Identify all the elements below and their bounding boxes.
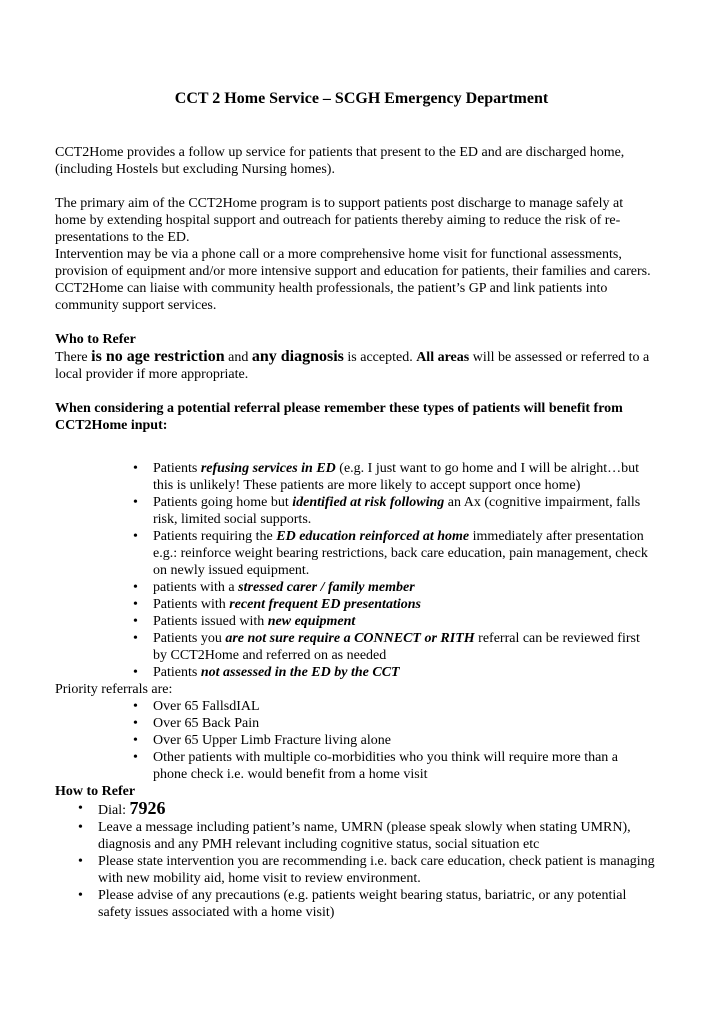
benefit-list-item	[133, 494, 655, 528]
dial-item	[78, 798, 655, 819]
intervention-paragraph: Intervention may be via a phone call or a more comprehensive home visit for functional assessments, provision of equipment and/or more intensive support and education for patients, their families and carers. CCT2Home can liaise with community health professionals, the patient’s GP and link patients into community support services.	[55, 247, 651, 313]
all-areas-text: All areas	[416, 350, 470, 365]
page-title: CCT 2 Home Service – SCGH Emergency Department	[174, 90, 549, 107]
consider-heading: When considering a potential referral please remember these types of patients will benefit from CCT2Home input:	[55, 401, 623, 433]
how-to-refer-list	[78, 798, 655, 921]
benefit-item-text: referral can be reviewed first by CCT2Home and referred on as needed	[153, 631, 640, 663]
priority-list-item	[133, 732, 655, 749]
bullet-icon: •	[133, 665, 138, 680]
benefit-list	[133, 460, 655, 681]
who-text-2: and	[224, 350, 252, 365]
benefit-item-text: patients with a	[153, 580, 239, 595]
who-text-3: is accepted.	[343, 350, 417, 365]
how-item-text: Please advise of any precautions (e.g. patients weight bearing status, bariatric, or any potential safety issues associated with a home visit)	[98, 888, 627, 920]
benefit-list-item	[133, 613, 655, 630]
bullet-icon: •	[133, 461, 138, 476]
benefit-item-emphasis: not assessed in the ED by the CCT	[200, 665, 400, 680]
priority-list-item	[133, 698, 655, 715]
benefit-item-text: Patients	[153, 461, 201, 476]
benefit-item-text: (e.g. I just want to go home and I will be alright…but this is unlikely! These patients are more likely to accept support once home)	[153, 461, 640, 493]
bullet-icon: •	[78, 888, 83, 903]
how-item-text: Leave a message including patient’s name, UMRN (please speak slowly when stating UMRN), diagnosis and any PMH relevant including cognitive status, social situation etc	[98, 820, 631, 852]
priority-list-item	[133, 749, 655, 783]
benefit-item-text: Patients going home but	[153, 495, 293, 510]
dial-number: 7926	[129, 798, 166, 818]
benefit-item-emphasis: recent frequent ED presentations	[229, 597, 421, 612]
who-text-1: There	[55, 350, 92, 365]
benefit-item-emphasis: ED education reinforced at home	[276, 529, 470, 544]
how-to-refer-item	[78, 819, 655, 853]
benefit-list-item	[133, 596, 655, 613]
benefit-list-item	[133, 630, 655, 664]
benefit-item-text: Patients requiring the	[153, 529, 277, 544]
benefit-item-emphasis: stressed carer / family member	[238, 580, 415, 595]
bullet-icon: •	[133, 716, 138, 731]
any-diagnosis-text: any diagnosis	[251, 348, 344, 365]
bullet-icon: •	[133, 750, 138, 765]
bullet-icon: •	[133, 699, 138, 714]
dial-label: Dial:	[98, 803, 130, 818]
priority-item-text: Over 65 FallsdIAL	[153, 699, 260, 714]
benefit-list-item	[133, 460, 655, 494]
aim-paragraph: The primary aim of the CCT2Home program is to support patients post discharge to manage safely at home by extending hospital support and outreach for patients thereby aiming to reduce the risk of re-presentations to the ED.	[55, 196, 624, 245]
priority-list	[133, 698, 655, 783]
bullet-icon: •	[133, 733, 138, 748]
bullet-icon: •	[133, 631, 138, 646]
bullet-icon: •	[78, 854, 83, 869]
benefit-item-emphasis: new equipment	[267, 614, 356, 629]
benefit-item-text: Patients issued with	[153, 614, 268, 629]
how-to-refer-item	[78, 853, 655, 887]
how-item-text: Please state intervention you are recommending i.e. back care education, check patient is managing with new mobility aid, home visit to review environment.	[98, 854, 655, 886]
bullet-icon: •	[133, 529, 138, 544]
benefit-item-text: an Ax (cognitive impairment, falls risk, limited social supports.	[153, 495, 641, 527]
how-to-refer-item	[78, 887, 655, 921]
bullet-icon: •	[133, 614, 138, 629]
benefit-list-item	[133, 664, 655, 681]
benefit-item-emphasis: refusing services in ED	[200, 461, 336, 476]
benefit-list-item	[133, 528, 655, 579]
priority-item-text: Over 65 Back Pain	[153, 716, 260, 731]
benefit-item-emphasis: identified at risk following	[292, 495, 445, 510]
priority-item-text: Over 65 Upper Limb Fracture living alone	[153, 733, 391, 748]
bullet-icon: •	[133, 580, 138, 595]
priority-label: Priority referrals are:	[55, 682, 173, 697]
no-age-restriction-text: is no age restriction	[91, 348, 225, 365]
benefit-list-item	[133, 579, 655, 596]
benefit-item-text: immediately after presentation e.g.: reinforce weight bearing restrictions, back care education, pain management, check on newly issued equipment.	[153, 529, 648, 578]
who-text-4: will be assessed or referred to a local provider if more appropriate.	[55, 350, 650, 382]
bullet-icon: •	[133, 495, 138, 510]
bullet-icon: •	[78, 820, 83, 835]
benefit-item-text: Patients	[153, 665, 201, 680]
priority-item-text: Other patients with multiple co-morbidities who you think will require more than a phone check i.e. would benefit from a home visit	[153, 750, 619, 782]
document-body	[55, 144, 655, 921]
bullet-icon: •	[78, 801, 83, 816]
benefit-item-text: Patients you	[153, 631, 226, 646]
intro-paragraph: CCT2Home provides a follow up service for patients that present to the ED and are discharged home, (including Hostels but excluding Nursing homes).	[55, 145, 625, 177]
bullet-icon: •	[133, 597, 138, 612]
who-to-refer-heading: Who to Refer	[55, 332, 136, 347]
who-to-refer-paragraph	[55, 348, 655, 383]
priority-list-item	[133, 715, 655, 732]
benefit-item-text: Patients with	[153, 597, 230, 612]
benefit-item-emphasis: are not sure require a CONNECT or RITH	[225, 631, 475, 646]
how-to-refer-heading: How to Refer	[55, 784, 136, 799]
